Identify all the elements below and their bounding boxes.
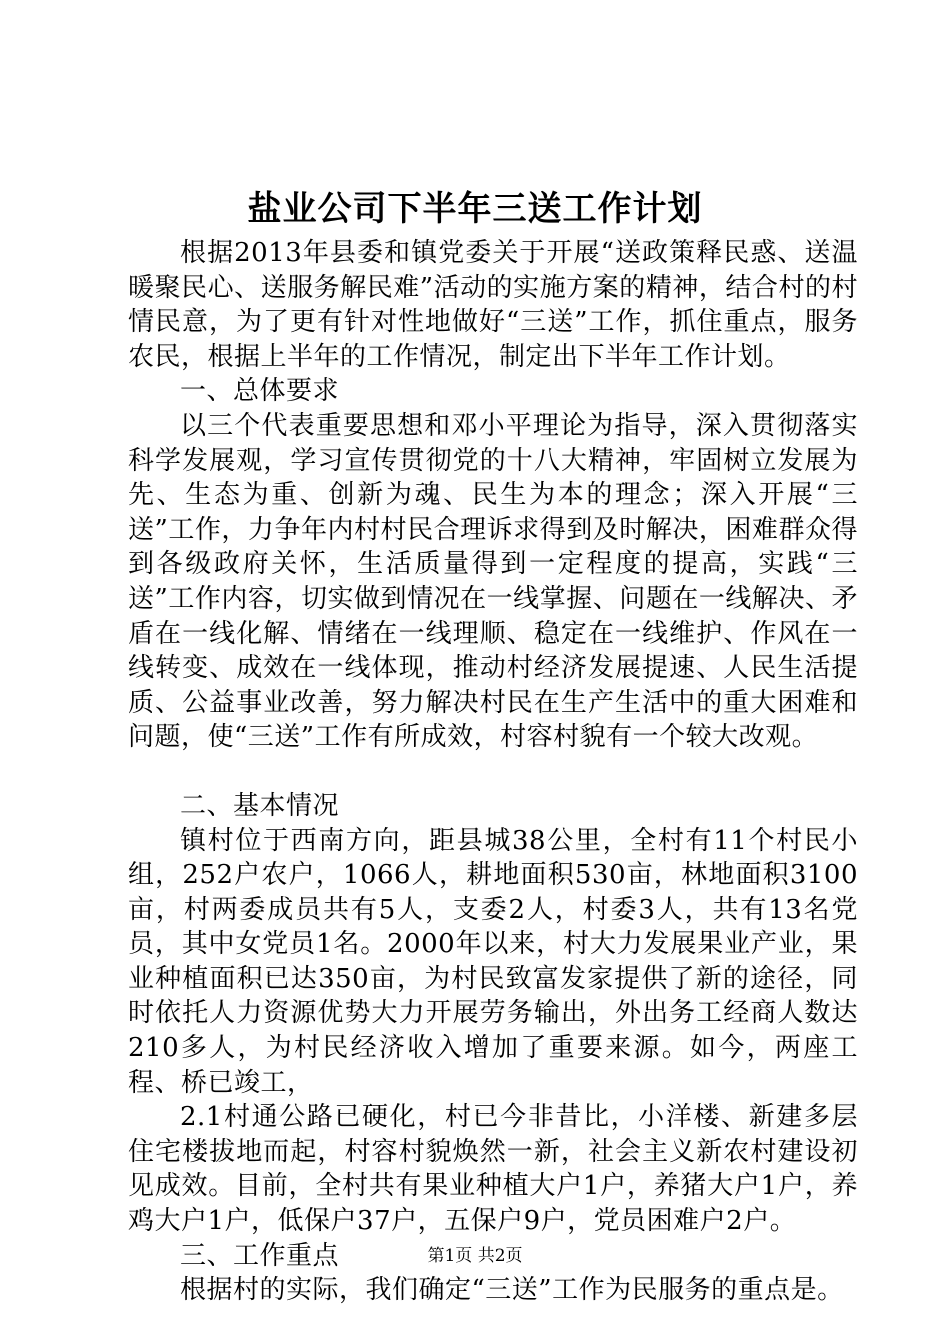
work-focus-paragraph: 根据村的实际，我们确定“三送”工作为民服务的重点是。 <box>180 1275 844 1306</box>
page-title: 盐业公司下半年三送工作计划 <box>247 189 703 229</box>
page-number-footer: 第1页 共2页 <box>427 1246 523 1266</box>
basic-situation-paragraph-2: 2.1村通公路已硬化，村已今非昔比，小洋楼、新建多层住宅楼拔地而起，村容村貌焕然一新，社会主义新农村建设初见成效。目前，全村共有果业种植大户1户，养猪大户1户，养鸡大户1户，低保户37户，五保户9户，党员困难户2户。 <box>128 1102 858 1237</box>
general-requirements-paragraph: 以三个代表重要思想和邓小平理论为指导，深入贯彻落实科学发展观，学习宣传贯彻党的十八大精神，牢固树立发展为先、生态为重、创新为魂、民生为本的理念；深入开展“三送”工作，力争年内村村民合理诉求得到及时解决，困难群众得到各级政府关怀，生活质量得到一定程度的提高，实践“三送”工作内容，切实做到情况在一线掌握、问题在一线解决、矛盾在一线化解、情绪在一线理顺、稳定在一线维护、作风在一线转变、成效在一线体现，推动村经济发展提速、人民生活提质、公益事业改善，努力解决村民在生产生活中的重大困难和问题，使“三送”工作有所成效，村容村貌有一个较大改观。 <box>128 410 858 753</box>
document-body <box>128 236 858 1308</box>
basic-situation-paragraph: 镇村位于西南方向，距县城38公里，全村有11个村民小组，252户农户，1066人，耕地面积530亩，林地面积3100亩，村两委成员共有5人，支委2人，村委3人，共有13名党员，其中女党员1名。2000年以来，村大力发展果业产业，果业种植面积已达350亩，为村民致富发家提供了新的途径，同时依托人力资源优势大力开展劳务输出，外出务工经商人数达210多人，为村民经济收入增加了重要来源。如今，两座工程、桥已竣工， <box>128 825 858 1098</box>
intro-paragraph: 根据2013年县委和镇党委关于开展“送政策释民惑、送温暖聚民心、送服务解民难”活动的实施方案的精神，结合村的村情民意，为了更有针对性地做好“三送”工作，抓住重点，服务农民，根据上半年的工作情况，制定出下半年工作计划。 <box>128 238 858 372</box>
section-heading-work-focus: 三、工作重点 <box>180 1240 340 1271</box>
section-heading-general-requirements: 一、总体要求 <box>180 376 340 407</box>
section-heading-basic-situation: 二、基本情况 <box>180 790 340 821</box>
paragraph-gap <box>128 755 858 789</box>
